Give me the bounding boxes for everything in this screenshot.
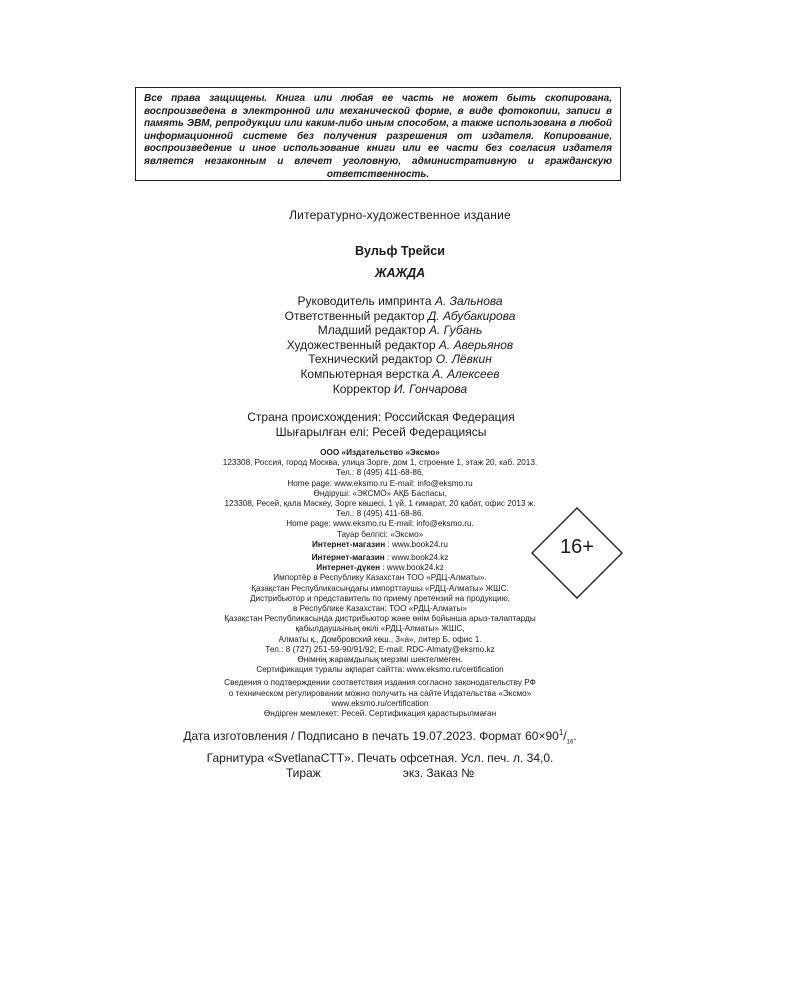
print-date-format: Дата изготовления / Подписано в печать 19.07.2023. Формат $60\times 90^1/_{16}$. (183, 728, 577, 746)
origin-country-kz: Шығарылған елі: Ресей Федерациясы (275, 424, 487, 439)
shop-ru: Интернет-магазин : www.book24.ru (312, 539, 448, 549)
credit-line: Ответственный редактор Д. Абубакирова (284, 308, 516, 323)
producer-kz: Өндіруші: «ЭКСМО» АҚБ Баспасы, (313, 488, 447, 498)
conformity-2: о техническом регулировании можно получить на сайте Издательства «Эксмо» (228, 688, 532, 698)
distributor-kz-2: қабылдаушының өкілі «РДЦ-Алматы» ЖШС, (295, 624, 465, 634)
publisher-web-ru: Home page: www.eksmo.ru E-mail: info@eksmo.ru (287, 478, 473, 488)
credit-line: Корректор И. Гончарова (332, 381, 468, 396)
publisher-phone-ru: Тел.: 8 (495) 411-68-86. (336, 468, 424, 478)
author-name: Вульф Трейси (355, 244, 445, 258)
distributor-ru-1: Дистрибьютор и представитель по приему претензий на продукцию, (250, 593, 510, 603)
publisher-address-kz: 123308, Ресей, қала Мәскеу, Зорге көшесі, 1 үй, 1 ғимарат, 20 қабат, офис 2013 ж. (224, 499, 536, 509)
importer-ru: Импортёр в Республику Казахстан ТОО «РДЦ-Алматы». (273, 573, 487, 583)
typeface-print-info: Гарнитура «SvetlanaCTT». Печать офсетная. Усл. печ. л. 34,0. (206, 750, 554, 765)
rights-notice-text: Все права защищены. Книга или любая ее часть не может быть скопирована, воспроизведена в электронной или механической форме, в виде фотокопии, записи в память ЭВМ, репродукции или каким-либо иным способом, а также использована в любой информационной системе без получения разрешения от издателя. Копирование, воспроизведение и иное использование книги или ее части без согласия издателя является незаконным и влечет уголовную, административную и гражданскую ответственность. (144, 93, 612, 180)
credit-line: Младший редактор А. Губань (317, 323, 483, 338)
age-rating: 16+ (560, 536, 594, 558)
conformity-3: www.eksmo.ru/certification (331, 698, 429, 708)
publisher-phone-kz: Тел.: 8 (495) 411-68-86. (336, 509, 424, 519)
imprint-block (0, 725, 760, 782)
edition-type: Литературно-художественное издание (289, 208, 511, 222)
credits-list (0, 294, 800, 396)
distributor-kz-1: Қазақстан Республикасында дистрибьютор және өнім бойынша арыз-талаптарды (224, 614, 536, 624)
importer-kz: Қазақстан Республикасындағы импорттаушы «РДЦ-Алматы» ЖШС. (251, 583, 509, 593)
shop-kz-2: Интернет-дүкен : www.book24.kz (316, 563, 444, 573)
phone-almaty: Тел.: 8 (727) 251-59-90/91/92; E-mail: RDC-Almaty@eksmo.kz (265, 644, 495, 654)
publisher-info (0, 448, 760, 719)
conformity-4: Өндірген мемлекет: Ресей. Сертификация қарастырылмаған (263, 709, 497, 719)
publisher-web-kz: Home page: www.eksmo.ru E-mail: info@eksmo.ru. (286, 519, 474, 529)
distributor-ru-2: в Республике Казахстан: ТОО «РДЦ-Алматы» (293, 604, 467, 614)
shop-kz: Интернет-магазин : www.book24.kz (311, 553, 449, 563)
rights-notice-box (135, 87, 621, 181)
origin-block (0, 410, 762, 439)
book-title: ЖАЖДА (374, 266, 426, 280)
shelf-life: Өнімнің жарамдылық мерзімі шектелмеген. (297, 655, 463, 665)
credit-line: Художественный редактор А. Аверьянов (286, 337, 514, 352)
trademark: Тауар белгісі: «Эксмо» (336, 529, 424, 539)
address-almaty: Алматы қ., Домбровский көш., 3«а», литер Б, офис 1. (278, 634, 482, 644)
conformity-1: Сведения о подтверждении соответствия издания согласно законодательству РФ (224, 678, 536, 688)
credit-line: Компьютерная верстка А. Алексеев (300, 366, 500, 381)
publisher-name: ООО «Издательство «Эксмо» (320, 448, 440, 457)
origin-country-ru: Страна происхождения: Российская Федерация (247, 410, 515, 424)
credit-line: Технический редактор О. Лёвкин (308, 352, 492, 367)
publisher-address-ru: 123308, Россия, город Москва, улица Зорге, дом 1, строение 1, этаж 20, каб. 2013. (222, 458, 538, 468)
credit-line: Руководитель импринта А. Зальнова (297, 294, 503, 308)
circulation-order: Тираж экз. Заказ № (285, 766, 475, 781)
certification-kz: Сертификация туралы ақпарат сайтта: www.eksmo.ru/certification (256, 665, 504, 675)
